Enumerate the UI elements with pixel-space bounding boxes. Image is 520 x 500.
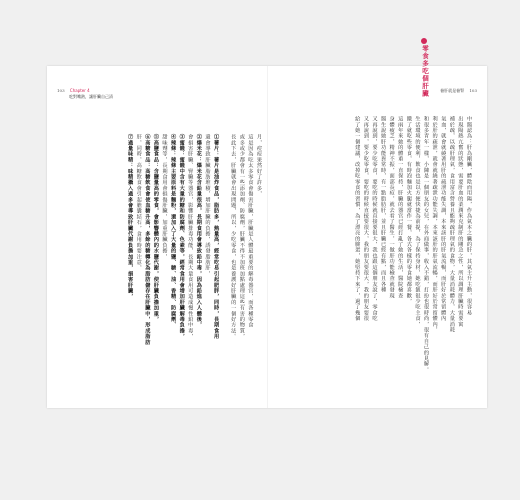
- text-column: 或多或少都會有一些添加劑、防腐劑，肝臟不得不加班加點處理這些有害的物質，: [238, 134, 245, 340]
- text-column: ④辣條：辣條主要原料是麵粉，還加入了大量的鹽、糖、油、香精、防腐劑、: [170, 134, 177, 328]
- text-column: ⑥高糖食品：高糖飲食會使血糖升高，多餘的糖轉化為脂肪儲存在肝臟中，形成脂肪: [144, 134, 151, 345]
- text-column: ③蜜餞：蜜餞中含有大量的糖和防腐劑、色素等，經常食用會增加肝臟解毒負擔，: [178, 134, 185, 340]
- text-column: 這是因為吃太多零食會傷害肝臟，肝臟是人體最重要的解毒器官，而各種零食: [247, 134, 254, 328]
- text-column: 補於疏，以疏肝理氣，食用富含營養且能夠疏肝理氣的食物，大量消耗體力，大量消耗: [448, 116, 455, 333]
- text-column: 長此下去，肝臟就會出現問題，所以，少吃零食，也是養護好肝臟的一個好方法。: [230, 134, 237, 340]
- book-spread: [47, 66, 487, 408]
- right-page-title: 養肝就是養腎: [440, 88, 465, 93]
- section-bullet-icon: [421, 38, 427, 44]
- text-column: 中醫認為：肝為剛臟，體陰而用陽，作為氣本之臟的肝，其氣主升主動，很容易: [466, 116, 472, 316]
- text-column: 利於肝的疏泄，就會就繞著疏泄功能失調，本來該肝的肝氣流暢，而肝好於常留體內，: [431, 116, 438, 333]
- text-column: 會損害肝臟、腎臟等器官，影響肝臟排毒功能，長期大量食用可造成慢性鉛中毒，: [187, 134, 194, 340]
- text-column: ⑤高鹽食品：含鹽量高的零食，會影響體內的水鹽代謝，使肝臟負擔加重，: [152, 134, 159, 323]
- text-column: ②爆米花：爆米花含鉛量很高，長期食用會導致鉛中毒，因為鉛進入人體後，: [195, 134, 202, 328]
- text-column: 和很多青年一樣，小陳是一個朋友的女兒，在外商做事，收入不錯，打扮也很時尚，很有自己的見解。: [423, 116, 430, 373]
- text-column: 醫生說她肝功能異常時，有一點脂肪肝，並且肝臟已經有點，而且各種: [380, 116, 387, 293]
- text-column: 氣血，就會就繞著用肝的疏泄功能失調，本來該肝的肝氣流暢，而肝好於常留體內: [440, 116, 447, 322]
- right-page-number: 103: [469, 88, 477, 93]
- page-gutter: [267, 66, 268, 408]
- right-page-body: [275, 116, 472, 373]
- chapter-label: Chapter 4: [69, 88, 90, 93]
- chapter-title: 吃對嘴熱，讓肝臟自己清: [69, 94, 113, 99]
- left-page-number: 103: [57, 88, 65, 93]
- text-column: 餓了就吃些零食，有時泡麵加火腿就當作一餐，各式各樣的零食她都喜歡，: [405, 116, 412, 305]
- text-column: ①薯片：薯片是油炸食品，脂肪多，熱量高，經常吃易引起肥胖，同時，長期食用: [213, 134, 220, 340]
- text-column: 身體疲乏，精神不振，面部長痘，就去看了醫生，一做肝功能檢查就發現: [388, 116, 395, 299]
- right-page-header: [440, 88, 477, 94]
- left-page-header: [57, 88, 113, 99]
- text-column: 肝，同時，高糖飲食會引起膽囊結石，食用時要注意，: [135, 134, 142, 271]
- text-column: 生活環境的便利，飲食也是以方便快捷為前提，為了保持身材，她吃飯很少吃主食，: [414, 116, 421, 327]
- text-column: 又再說到，要少吃零食，要吃的時候直接要很大，我的朋友要很大，我的朋友要很: [362, 116, 369, 322]
- text-column: ⑦過量味精：味精攝入過多會導致肝臟代謝負擔加重，損害肝臟，: [127, 134, 134, 300]
- text-column: 還會導致肝臟脂肪堆積，增加肝臟的負擔，誘發脂肪肝，: [204, 134, 211, 277]
- section-title: 零食多吃個肝臟: [421, 45, 429, 98]
- text-column: 又再說到，要少吃零食，要吃的時候就直接要很大，我也跟這個朋友說了，零食吃: [371, 116, 378, 322]
- text-column: 月，痘痘果然好了許多，: [256, 134, 262, 197]
- text-column: 這兩年來她的體重一直保持，肝臟的器官已經打亂了她的生活，醫院檢查: [397, 116, 404, 299]
- left-page-body: [69, 134, 262, 345]
- text-column: 給了她一個建議，改掉吃零食的習慣，為了漂亮的臉蛋，她堅持下來了，過了幾個: [354, 116, 361, 322]
- paragraph-gap: [221, 134, 226, 334]
- text-column: 出現陽熱亢奮的狀態，需要肝血的柔潤來克制肝的剛急之性，所以調理肝臟時需要寓: [457, 116, 464, 327]
- text-column: 甜味劑等，長期食用會損傷肝臟，加重肝臟負擔，: [161, 134, 168, 260]
